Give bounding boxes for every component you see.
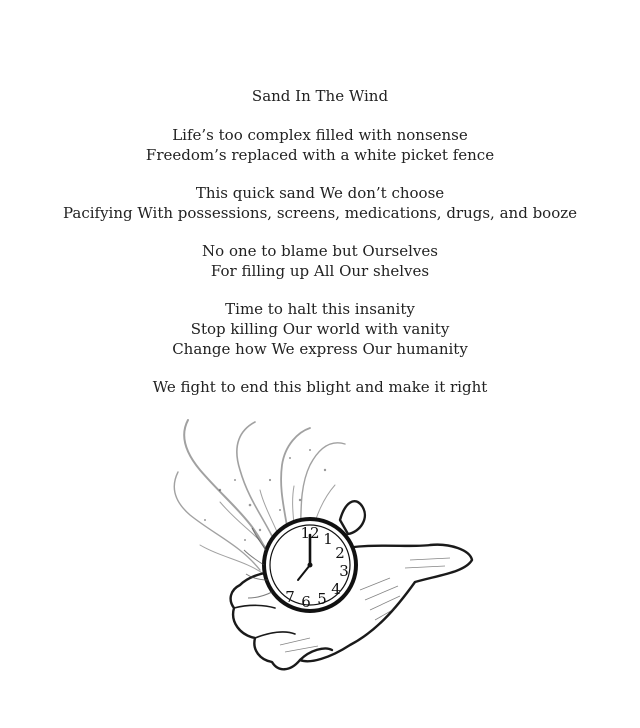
clock-numeral-12: 12 <box>300 524 320 542</box>
poem-line: Time to halt this insanity <box>225 300 415 318</box>
poem-line: No one to blame but Ourselves <box>202 242 438 260</box>
clock-numeral-2: 2 <box>335 544 345 562</box>
poem-line: Change how We express Our humanity <box>172 340 468 358</box>
poem-title: Sand In The Wind <box>251 87 389 105</box>
poem-line: Pacifying With possessions, screens, medications, drugs, and booze <box>62 204 578 222</box>
stanza-3 <box>0 241 640 281</box>
clock-numeral-4: 4 <box>331 580 341 598</box>
poem-line: Freedom’s replaced with a white picket fence <box>145 146 495 164</box>
hand-holding-disintegrating-clock-icon <box>160 410 480 680</box>
clock-numeral-6: 6 <box>301 593 311 611</box>
clock-numeral-5: 5 <box>317 590 327 608</box>
poem-line: Life’s too complex filled with nonsense <box>172 126 468 144</box>
stanza-5 <box>0 377 640 397</box>
clock-numeral-1: 1 <box>323 530 333 548</box>
clock-hand-drawing <box>160 410 480 680</box>
poem-line: We fight to end this blight and make it right <box>152 378 488 396</box>
poem-line: For filling up All Our shelves <box>210 262 430 280</box>
stanza-2 <box>0 183 640 223</box>
clock-numeral-3: 3 <box>339 562 349 580</box>
poem-line: This quick sand We don’t choose <box>195 184 445 202</box>
poem-line: Stop killing Our world with vanity <box>190 320 450 338</box>
poem <box>0 86 640 415</box>
stanza-1 <box>0 125 640 165</box>
stanza-4 <box>0 299 640 359</box>
clock-numeral-7: 7 <box>285 588 295 606</box>
